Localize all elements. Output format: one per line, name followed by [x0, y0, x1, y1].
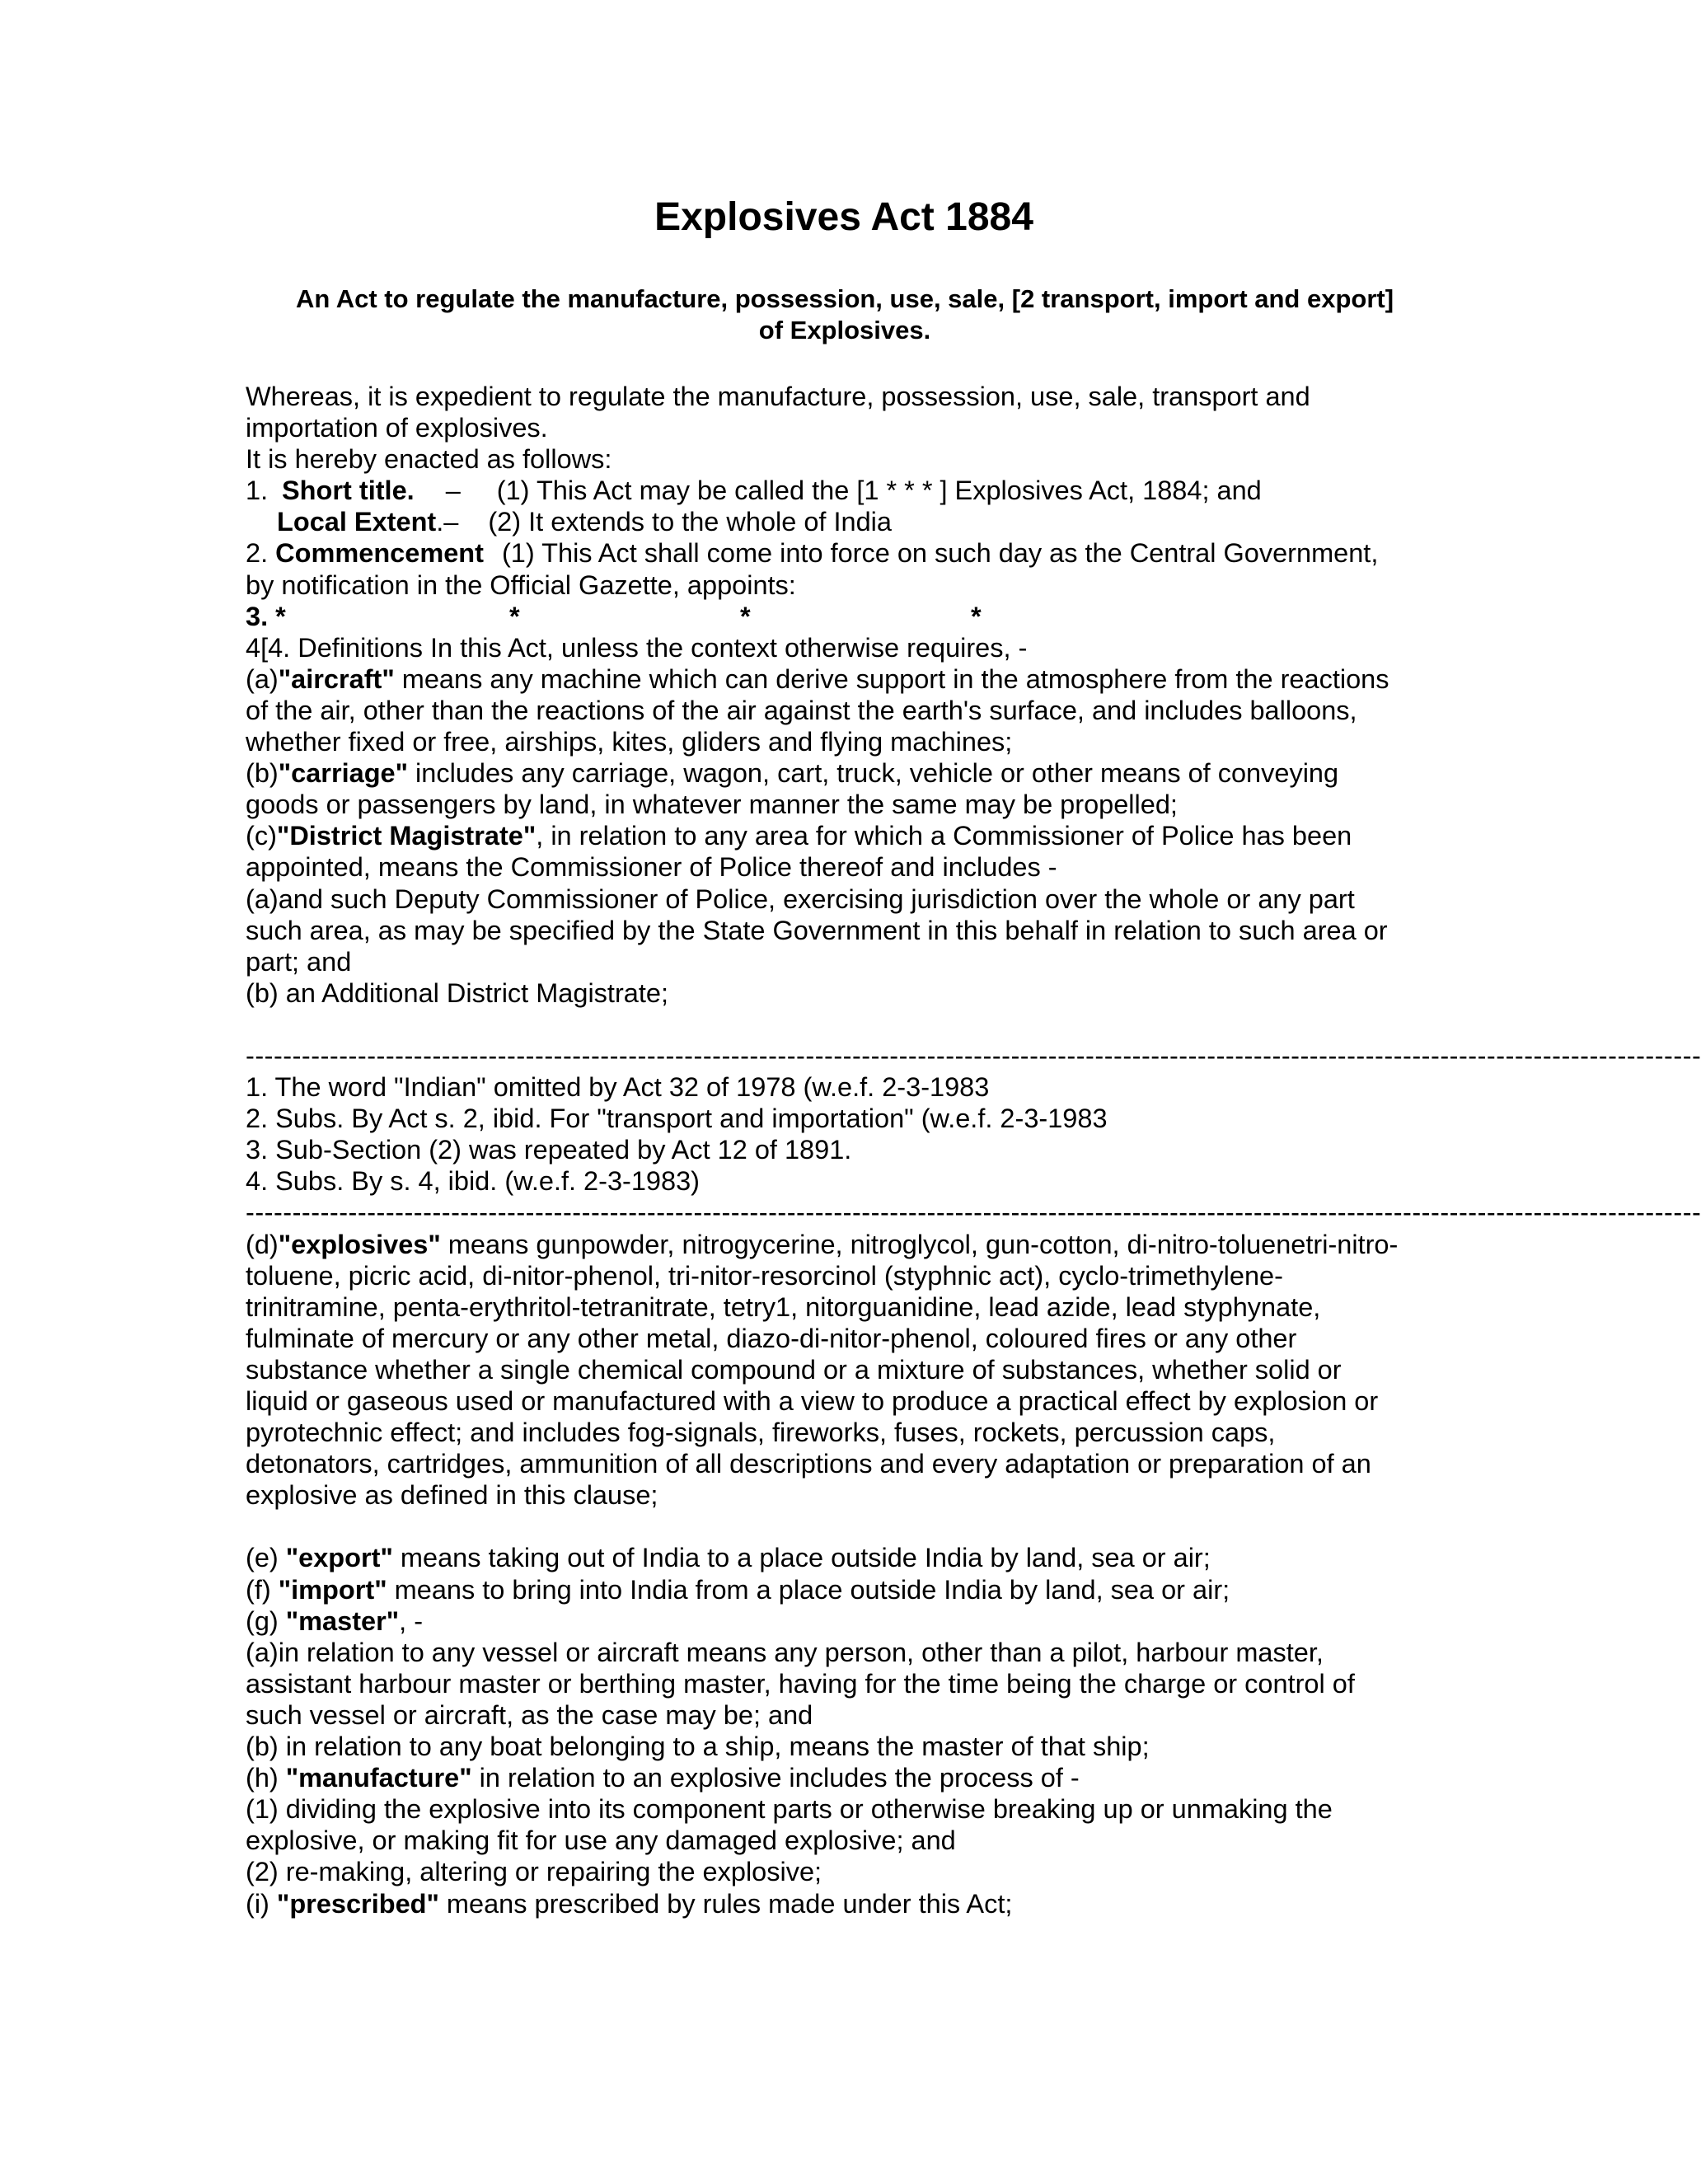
- defined-term: "explosives": [278, 1229, 441, 1259]
- section-4-definitions: 4[4. Definitions In this Act, unless the context otherwise requires, -: [246, 632, 1028, 663]
- clause-label: (f): [246, 1574, 279, 1605]
- footnote: 3. Sub-Section (2) was repeated by Act 12 of 1891.: [246, 1135, 852, 1165]
- section-1-short-title: [246, 475, 1449, 506]
- section-text: (1) This Act may be called the [1 * * * ] Explosives Act, 1884; and: [496, 476, 1262, 506]
- defined-term: "import": [278, 1574, 387, 1605]
- definition-line: explosive, or making fit for use any damaged explosive; and: [246, 1825, 956, 1856]
- defined-term: "manufacture": [285, 1763, 472, 1793]
- clause-label: (d): [246, 1229, 279, 1259]
- definition-line: (a)and such Deputy Commissioner of Police, exercising jurisdiction over the whole or any part: [246, 883, 1355, 914]
- section-heading: Short title.: [282, 476, 415, 506]
- preamble-line: Whereas, it is expedient to regulate the manufacture, possession, use, sale, transport and: [246, 382, 1310, 411]
- footnote-rule-top: ------------------------------------------------------------------------------------------------------------------------------------------------------------: [246, 1040, 1701, 1071]
- definition-explosives: [246, 1229, 1449, 1260]
- definition-export: [246, 1542, 1449, 1573]
- defined-term: "master": [285, 1605, 400, 1636]
- document-body: [246, 381, 1701, 1919]
- definition-line: goods or passengers by land, in whatever manner the same may be propelled;: [246, 790, 1178, 820]
- defined-term: "prescribed": [276, 1888, 439, 1919]
- subtitle-line: of Explosives.: [758, 316, 931, 344]
- definition-line: (b) an Additional District Magistrate;: [246, 977, 668, 1008]
- definition-text: means any machine which can derive support in the atmosphere from the reactions: [394, 663, 1389, 694]
- definition-text: , -: [399, 1605, 424, 1636]
- definition-text: includes any carriage, wagon, cart, truck, vehicle or other means of conveying: [408, 758, 1339, 789]
- footnote: 4. Subs. By s. 4, ibid. (w.e.f. 2-3-1983): [246, 1166, 700, 1197]
- omission-star: *: [971, 601, 982, 631]
- section-number: 3. *: [246, 601, 286, 631]
- definition-line: such area, as may be specified by the State Government in this behalf in relation to such area or: [246, 915, 1388, 945]
- document-subtitle: [239, 284, 1450, 346]
- definition-line: substance whether a single chemical compound or a mixture of substances, whether solid or: [246, 1354, 1342, 1385]
- definition-text: means gunpowder, nitrogycerine, nitroglycol, gun-cotton, di-nitro-toluenetri-nitro-: [440, 1229, 1399, 1259]
- definition-text: in relation to an explosive includes the process of -: [471, 1763, 1080, 1793]
- section-text-line: by notification in the Official Gazette, appoints:: [246, 569, 796, 600]
- section-3-omitted: [246, 601, 1449, 632]
- definition-line: liquid or gaseous used or manufactured with a view to produce a practical effect by explosion or: [246, 1386, 1379, 1416]
- section-2-commencement: [246, 537, 1449, 569]
- footnote: 1. The word "Indian" omitted by Act 32 of 1978 (w.e.f. 2-3-1983: [246, 1072, 990, 1103]
- clause-label: (b): [246, 758, 279, 789]
- definition-line: detonators, cartridges, ammunition of all descriptions and every adaptation or preparation of an: [246, 1449, 1371, 1479]
- defined-term: "carriage": [278, 758, 409, 789]
- definition-carriage: [246, 757, 1449, 789]
- spacer: [246, 1009, 1449, 1040]
- definition-line: (2) re-making, altering or repairing the explosive;: [246, 1857, 822, 1887]
- definition-line: toluene, picric acid, di-nitor-phenol, tri-nitor-resorcinol (styphnic act), cyclo-trimethylene-: [246, 1260, 1283, 1291]
- definition-text: , in relation to any area for which a Commissioner of Police has been: [536, 821, 1352, 851]
- definition-line: part; and: [246, 946, 352, 977]
- defined-term: "aircraft": [278, 663, 395, 694]
- preamble-line: importation of explosives.: [246, 413, 548, 443]
- section-number: 1.: [246, 476, 269, 506]
- clause-label: (h): [246, 1763, 286, 1793]
- clause-label: (c): [246, 821, 277, 851]
- section-text: (2) It extends to the whole of India: [488, 507, 892, 537]
- definition-line: (a)in relation to any vessel or aircraft means any person, other than a pilot, harbour master,: [246, 1637, 1324, 1667]
- definition-line: such vessel or aircraft, as the case may be; and: [246, 1699, 813, 1730]
- section-text: (1) This Act shall come into force on such day as the Central Government,: [501, 538, 1379, 569]
- section-heading: Local Extent: [277, 507, 437, 537]
- definition-text: means taking out of India to a place outside India by land, sea or air;: [392, 1543, 1211, 1573]
- section-dash: –: [445, 476, 461, 506]
- definition-district-magistrate: [246, 820, 1449, 851]
- section-dash: .–: [436, 507, 459, 537]
- definition-line: assistant harbour master or berthing master, having for the time being the charge or control of: [246, 1668, 1355, 1699]
- spacer: [246, 1511, 1449, 1542]
- definition-master: [246, 1605, 1449, 1637]
- section-heading: Commencement: [275, 538, 484, 569]
- definition-prescribed: [246, 1888, 1449, 1919]
- definition-text: means to bring into India from a place outside India by land, sea or air;: [387, 1574, 1230, 1605]
- enacting-clause: It is hereby enacted as follows:: [246, 444, 612, 475]
- clause-label: (g): [246, 1605, 286, 1636]
- defined-term: "District Magistrate": [276, 821, 537, 851]
- definition-line: explosive as defined in this clause;: [246, 1480, 658, 1511]
- section-1-local-extent: [246, 506, 1449, 537]
- definition-line: of the air, other than the reactions of the air against the earth's surface, and includes balloons,: [246, 695, 1357, 725]
- clause-label: (a): [246, 663, 279, 694]
- definition-line: appointed, means the Commissioner of Police thereof and includes -: [246, 852, 1057, 883]
- defined-term: "export": [285, 1543, 393, 1573]
- subtitle-line: An Act to regulate the manufacture, possession, use, sale, [2 transport, import and export]: [295, 284, 1394, 313]
- definition-line: (1) dividing the explosive into its component parts or otherwise breaking up or unmaking the: [246, 1794, 1333, 1825]
- definition-aircraft: [246, 663, 1449, 695]
- definition-line: fulminate of mercury or any other metal, diazo-di-nitor-phenol, coloured fires or any other: [246, 1323, 1297, 1353]
- definition-line: pyrotechnic effect; and includes fog-signals, fireworks, fuses, rockets, percussion caps,: [246, 1418, 1276, 1448]
- definition-line: trinitramine, penta-erythritol-tetranitrate, tetry1, nitorguanidine, lead azide, lead styphynate,: [246, 1291, 1321, 1322]
- definition-line: whether fixed or free, airships, kites, gliders and flying machines;: [246, 727, 1013, 757]
- omission-star: *: [740, 601, 751, 631]
- footnote: 2. Subs. By Act s. 2, ibid. For "transport and importation" (w.e.f. 2-3-1983: [246, 1104, 1108, 1134]
- document-title: Explosives Act 1884: [654, 195, 1033, 239]
- definition-import: [246, 1574, 1449, 1605]
- definition-text: means prescribed by rules made under this Act;: [438, 1888, 1013, 1919]
- section-number: 2.: [246, 538, 269, 569]
- omission-star: *: [509, 601, 520, 631]
- definition-line: (b) in relation to any boat belonging to a ship, means the master of that ship;: [246, 1732, 1150, 1762]
- footnote-rule-bottom: ------------------------------------------------------------------------------------------------------------------------------------------------------------: [246, 1197, 1701, 1228]
- definition-manufacture: [246, 1762, 1449, 1793]
- clause-label: (i): [246, 1888, 277, 1919]
- clause-label: (e): [246, 1543, 286, 1573]
